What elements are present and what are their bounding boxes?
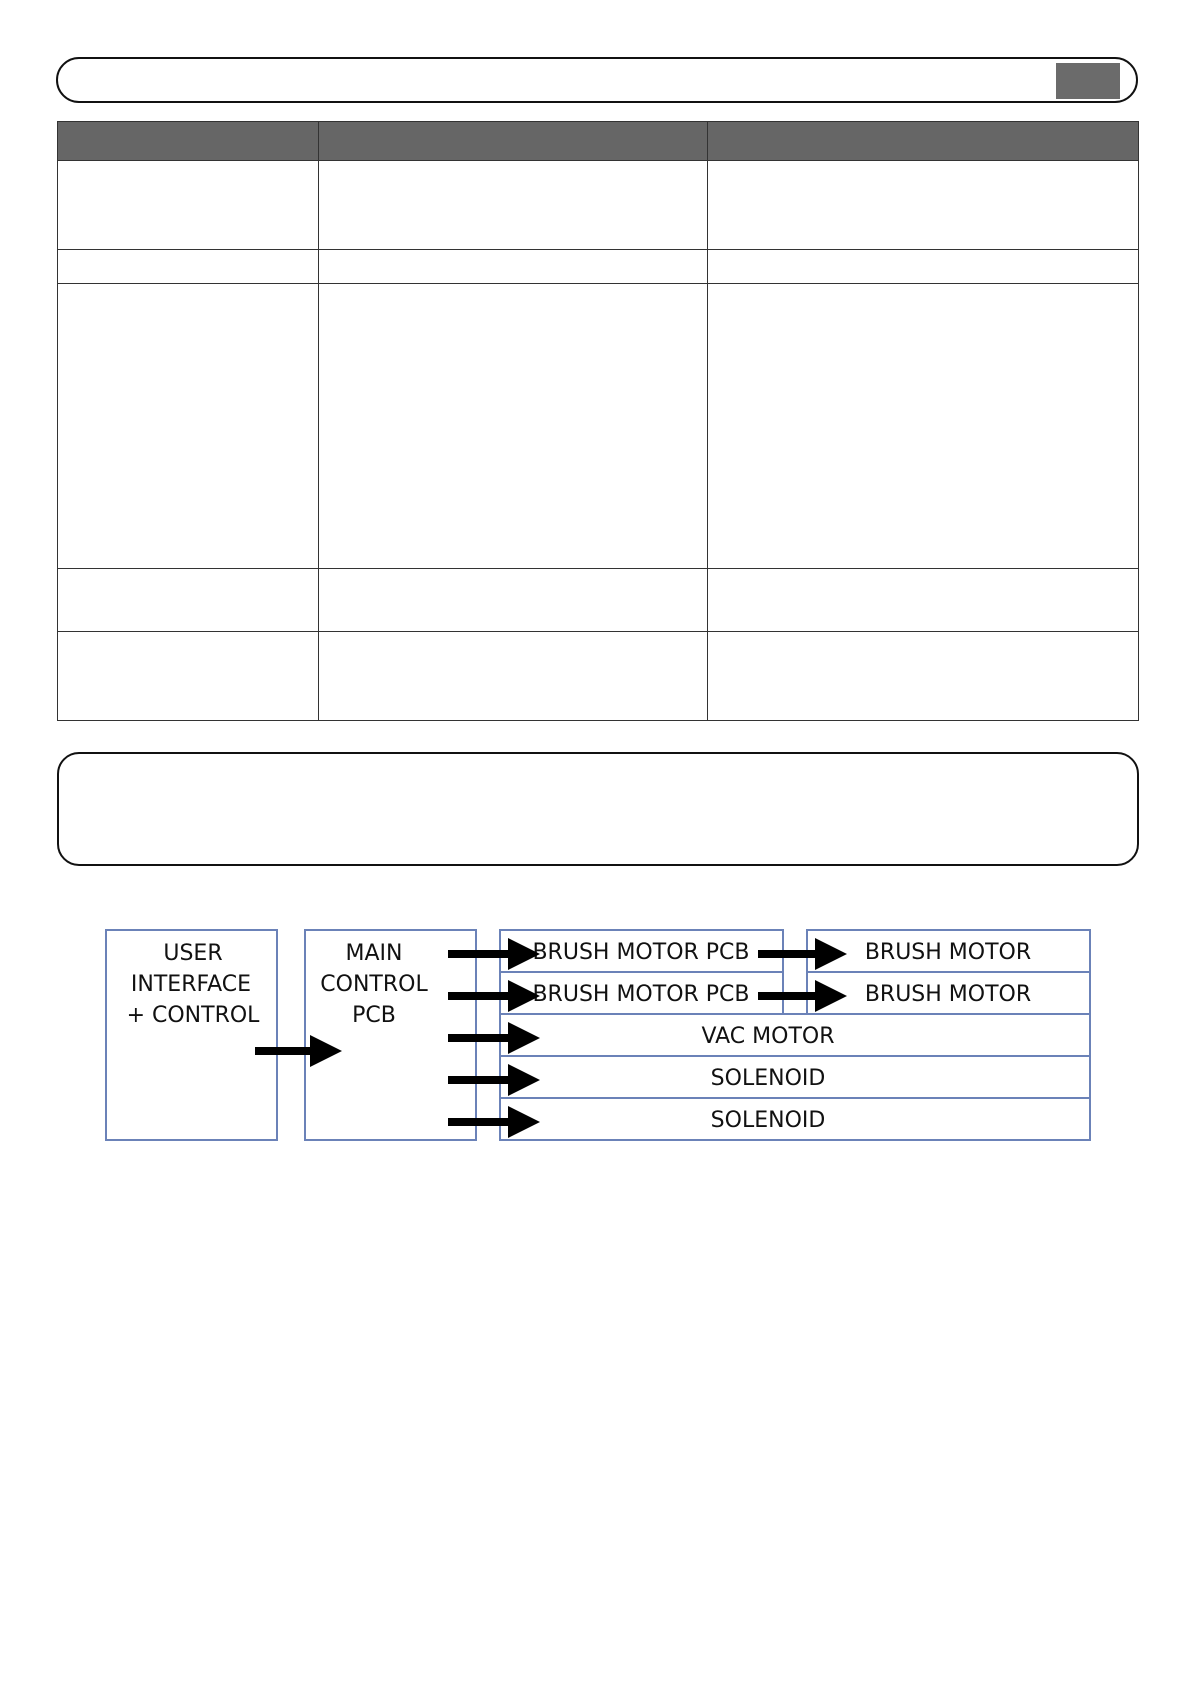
table-row <box>58 161 1139 250</box>
table-cell <box>58 284 319 569</box>
table-cell <box>708 284 1139 569</box>
user-interface-label: + CONTROL <box>126 1003 260 1028</box>
block-diagram <box>100 924 1100 1144</box>
table-cell <box>58 632 319 721</box>
table-header-cell <box>319 122 708 161</box>
table-cell <box>319 569 708 632</box>
table-cell <box>319 161 708 250</box>
table-cell <box>708 161 1139 250</box>
page-number-tab <box>1056 63 1120 99</box>
table-row <box>58 250 1139 284</box>
brush-motor-pcb-label: BRUSH MOTOR PCB <box>532 940 750 965</box>
block-diagram-svg <box>100 924 1100 1144</box>
table-header-row <box>58 122 1139 161</box>
spec-table <box>57 121 1139 721</box>
solenoid-label: SOLENOID <box>710 1108 826 1133</box>
table-cell <box>708 250 1139 284</box>
table-cell <box>58 161 319 250</box>
table-header-cell <box>708 122 1139 161</box>
brush-motor-label: BRUSH MOTOR <box>864 940 1032 965</box>
table-cell <box>319 284 708 569</box>
table-header-cell <box>58 122 319 161</box>
brush-motor-label: BRUSH MOTOR <box>864 982 1032 1007</box>
user-interface-label: INTERFACE <box>130 972 252 997</box>
table-cell <box>58 250 319 284</box>
user-interface-label: USER <box>163 941 223 966</box>
table-row <box>58 569 1139 632</box>
main-pcb-label: PCB <box>352 1003 396 1028</box>
table-cell <box>58 569 319 632</box>
section-header-bar <box>56 57 1138 103</box>
table-cell <box>708 569 1139 632</box>
table-cell <box>319 250 708 284</box>
table-cell <box>319 632 708 721</box>
main-pcb-label: MAIN <box>345 941 403 966</box>
table-cell <box>708 632 1139 721</box>
brush-motor-pcb-label: BRUSH MOTOR PCB <box>532 982 750 1007</box>
note-box <box>57 752 1139 866</box>
solenoid-label: SOLENOID <box>710 1066 826 1091</box>
table-row <box>58 632 1139 721</box>
vac-motor-label: VAC MOTOR <box>701 1024 835 1049</box>
main-pcb-label: CONTROL <box>320 972 428 997</box>
table-row <box>58 284 1139 569</box>
